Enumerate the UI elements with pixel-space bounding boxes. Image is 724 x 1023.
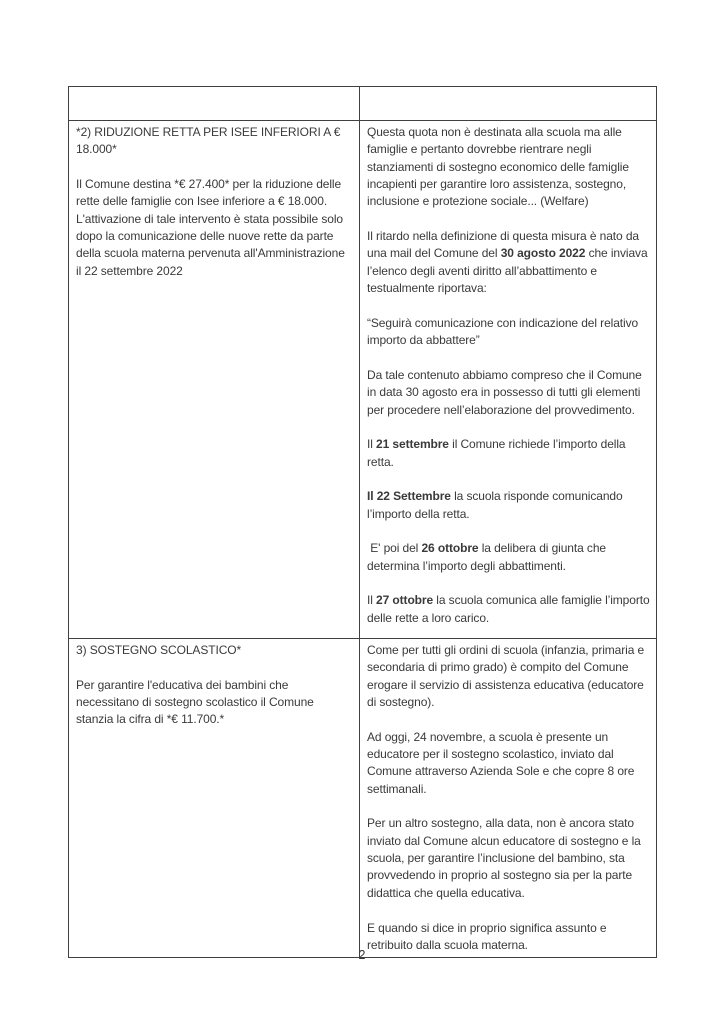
text-run: Il ritardo nella definizione di questa misura è nato da una mail del Comune del <box>367 229 640 261</box>
text-run: Il <box>367 437 377 452</box>
text-run: che inviava l’elenco degli aventi diritto all’abbattimento e testualmente riportava: <box>367 246 648 296</box>
text-run: Ad oggi, 24 novembre, a scuola è presente un educatore per il sostegno scolastico, inviato dal Comune attraverso Azienda Sole e che copre 8 ore settimanali. <box>367 729 635 796</box>
bold-text-run: Il 22 Settembre <box>367 489 451 504</box>
paragraph <box>367 228 650 297</box>
text-run: la delibera di giunta che determina l’importo degli abbattimenti. <box>367 541 606 573</box>
paragraph <box>367 367 650 419</box>
header-cell-left <box>69 87 360 121</box>
paragraph <box>76 124 353 159</box>
paragraph <box>367 124 650 211</box>
paragraph <box>367 540 650 575</box>
text-run: la scuola risponde comunicando l’importo della retta. <box>367 489 623 521</box>
text-run: *2) RIDUZIONE RETTA PER ISEE INFERIORI A € 18.000* <box>76 125 341 157</box>
page-number: 2 <box>358 948 366 962</box>
text-run: Per un altro sostegno, alla data, non è ancora stato inviato dal Comune alcun educatore di sostegno e la scuola, per garantire l’inclusione del bambino, sta provvedendo in proprio al sostegno sia per la parte didattica che quella educativa. <box>367 816 641 900</box>
text-run: E quando si dice in proprio significa assunto e retribuito dalla scuola materna. <box>367 920 607 952</box>
paragraph <box>76 176 353 280</box>
table-row-sostegno-scolastico <box>69 639 657 958</box>
text-run: Da tale contenuto abbiamo compreso che il Comune in data 30 agosto era in possesso di tutti gli elementi per procedere nell’elaborazione del provvedimento. <box>367 367 642 417</box>
paragraph <box>367 436 650 471</box>
text-run: 3) SOSTEGNO SCOLASTICO* <box>76 643 242 657</box>
bold-text-run: 30 agosto 2022 <box>500 246 586 261</box>
paragraph <box>76 677 353 729</box>
text-run: Questa quota non è destinata alla scuola ma alle famiglie e pertanto dovrebbe rientrare negli stanziamenti di sostegno economico delle famiglie incapienti per garantire loro assistenza, sostegno, inclusione e protezione sociale... (Welfare) <box>367 125 629 209</box>
text-run: Per garantire l'educativa dei bambini che necessitano di sostegno scolastico il Comune stanzia la cifra di *€ 11.700.* <box>76 677 314 727</box>
paragraph <box>367 315 650 350</box>
text-run: il Comune richiede l’importo della retta. <box>367 437 626 469</box>
table-row-riduzione-retta <box>69 121 657 639</box>
paragraph <box>76 642 353 659</box>
paragraph <box>367 815 650 902</box>
text-run: Il Comune destina *€ 27.400* per la riduzione delle rette delle famiglie con Isee inferiore a € 18.000. L'attivazione di tale intervento è stata possibile solo dopo la comunicazione delle nuove rette da parte della scuola materna pervenuta all'Amministrazione il 22 settembre 2022 <box>76 177 345 278</box>
text-run: “Seguirà comunicazione con indicazione del relativo importo da abbattere” <box>367 315 639 348</box>
paragraph <box>367 642 650 711</box>
cell-riduzione-retta-detail <box>360 121 657 639</box>
document-table <box>68 86 657 958</box>
paragraph <box>367 592 650 627</box>
paragraph <box>367 729 650 798</box>
cell-sostegno-scolastico-detail <box>360 639 657 958</box>
bold-text-run: 26 ottobre <box>421 541 479 556</box>
bold-text-run: 27 ottobre <box>376 593 434 608</box>
text-run: Il <box>367 593 377 608</box>
paragraph <box>367 488 650 523</box>
text-run: Come per tutti gli ordini di scuola (infanzia, primaria e secondaria di primo grado) è compito del Comune erogare il servizio di assistenza educativa (educatore di sostegno). <box>367 643 645 710</box>
cell-sostegno-scolastico-title <box>69 639 360 958</box>
cell-riduzione-retta-title <box>69 121 360 639</box>
header-cell-right <box>360 87 657 121</box>
text-run: E' poi del <box>367 541 422 556</box>
table-header-row <box>69 87 657 121</box>
text-run: la scuola comunica alle famiglie l’importo delle rette a loro carico. <box>367 593 650 625</box>
bold-text-run: 21 settembre <box>376 437 449 452</box>
